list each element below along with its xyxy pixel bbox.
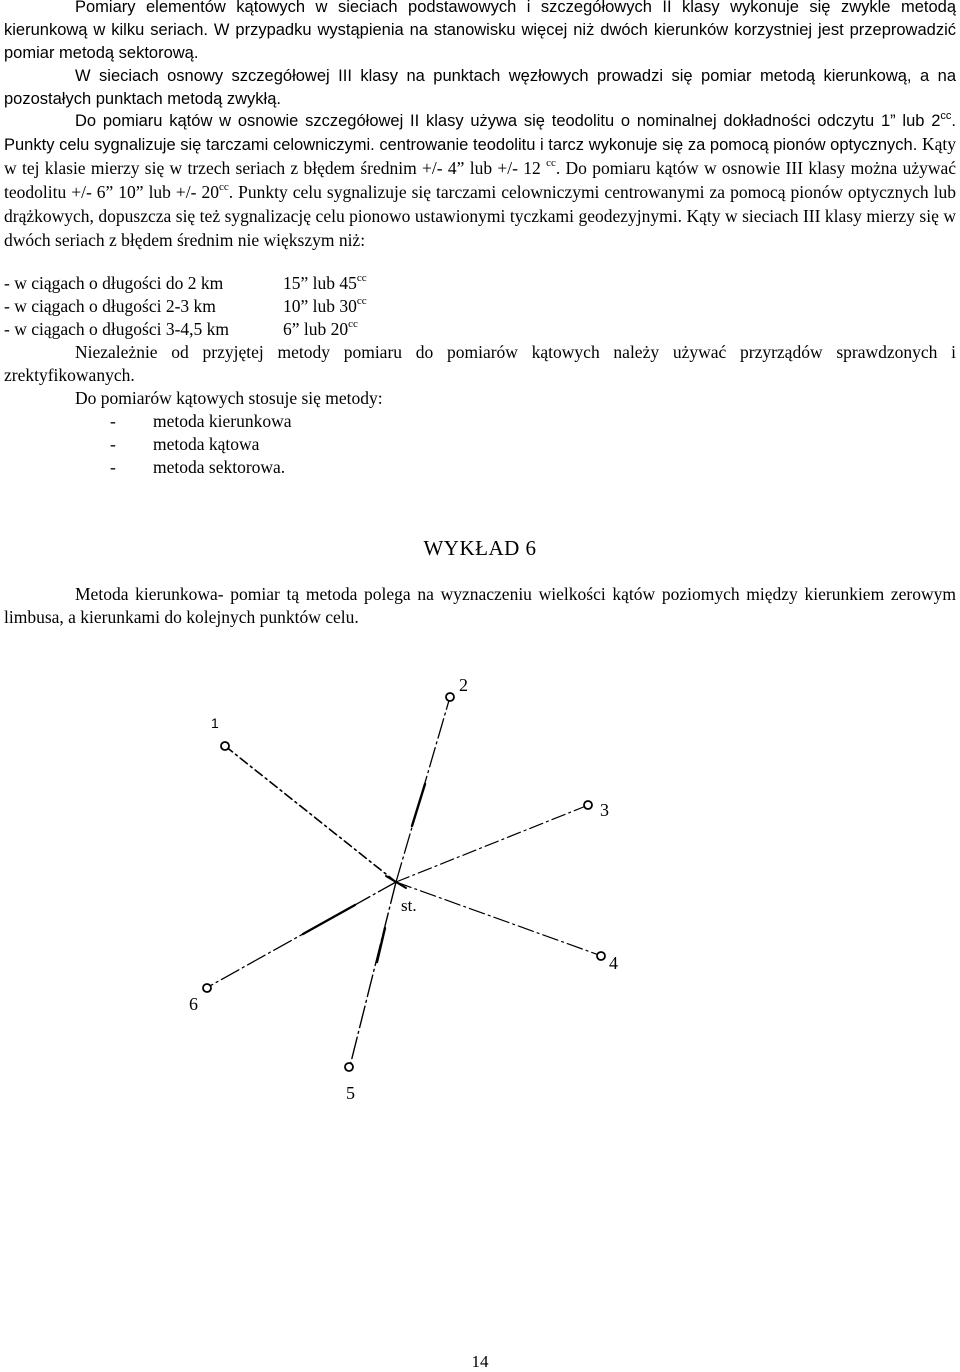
ray-to-point-4 bbox=[396, 882, 599, 955]
point-label-1: 1 bbox=[211, 715, 219, 731]
paragraph-5: Niezależnie od przyjętej metody pomiaru do pomiarów kątowych należy używać przyrządów sprawdzonych i zrektyfikowanych. bbox=[4, 342, 956, 385]
list-item: - w ciągach o długości do 2 km 15” lub $45^{cc}$ bbox=[4, 272, 367, 293]
paragraph-3-block bbox=[4, 110, 956, 253]
list-item: - metoda kątowa bbox=[110, 434, 260, 454]
list-item: - metoda sektorowa. bbox=[110, 457, 286, 477]
point-label-3: 3 bbox=[600, 800, 609, 820]
paragraph-7-block bbox=[4, 583, 956, 629]
station-label: st. bbox=[401, 896, 417, 915]
point-label-4: 4 bbox=[609, 953, 618, 973]
target-point-5 bbox=[345, 1063, 353, 1071]
list-item: - metoda kierunkowa bbox=[110, 411, 292, 431]
target-point-2 bbox=[446, 693, 454, 701]
paragraph-2: W sieciach osnowy szczegółowej III klasy na punktach węzłowych prowadzi się pomiar metodą kierunkową, a na pozostałych punktach metodą zwykłą. bbox=[4, 67, 956, 108]
tolerance-list bbox=[4, 272, 956, 479]
target-point-4 bbox=[597, 952, 605, 960]
point-label-6: 6 bbox=[189, 994, 198, 1014]
ray-to-point-5 bbox=[350, 882, 396, 1066]
lecture-heading: WYKŁAD 6 bbox=[423, 536, 537, 560]
page-number: 14 bbox=[471, 1352, 489, 1371]
ray-to-point-5-bold bbox=[377, 928, 385, 962]
list-item: - w ciągach o długości 2-3 km 10” lub $30^{cc}$ bbox=[4, 295, 367, 316]
ray-to-point-2-bold bbox=[412, 784, 425, 826]
target-point-6 bbox=[203, 984, 211, 992]
paragraph-3: Do pomiaru kątów w osnowie szczegółowej II klasy używa się teodolitu o nominalnej dokładności odczytu 1” lub $2^{cc}$. Punkty celu sygnalizuje się tarczami celowniczymi. centrowanie teodolitu i tarcz wykonuje się za pomocą pionów optycznych. Kąty w tej klasie mierzy się w trzech seriach z błędem średnim +/- 4” lub +/- 12 $^{cc}$. Do pomiaru kątów w osnowie III klasy można używać teodolitu +/- 6” 10” lub +/- $20^{cc}$. Punkty celu sygnalizuje się tarczami celowniczymi centrowanymi za pomocą pionów optycznych lub drążkowych, dopuszcza się też sygnalizację celu pionowo ustawionymi tyczkami geodezyjnymi. Kąty w sieciach III klasy mierzy się w dwóch seriach z błędem średnim nie większym niż: bbox=[4, 109, 957, 250]
target-point-3 bbox=[584, 801, 592, 809]
target-point-1 bbox=[221, 742, 229, 750]
paragraph-intro bbox=[4, 0, 956, 111]
paragraph-7: Metoda kierunkowa- pomiar tą metoda polega na wyznaczeniu wielkości kątów poziomych między kierunkiem zerowym limbusa, a kierunkami do kolejnych punktów celu. bbox=[4, 584, 956, 627]
ray-to-point-3 bbox=[396, 806, 586, 882]
ray-to-point-6-bold bbox=[303, 905, 355, 934]
list-item: - w ciągach o długości 3-4,5 km 6” lub $20^{cc}$ bbox=[4, 318, 358, 339]
direction-method-diagram bbox=[0, 660, 960, 1120]
paragraph-4: Kąty w tej klasie mierzy się w trzech seriach z błędem średnim +/- 4” lub +/- 12 $^{cc}$. Do pomiaru kątów w osnowie III klasy można używać teodolitu +/- 6” 10” lub +/- $20^{cc}$. Punkty celu sygnalizuje się tarczami celowniczymi centrowanymi za pomocą pionów optycznych lub drążkowych, dopuszcza się też sygnalizację celu pionowo ustawionymi tyczkami geodezyjnymi. Kąty w sieciach III klasy mierzy się w dwóch seriach z błędem średnim nie większym niż: bbox=[4, 134, 957, 250]
point-label-2: 2 bbox=[459, 675, 468, 695]
paragraph-1: Pomiary elementów kątowych w sieciach podstawowych i szczegółowych II klasy wykonuje się zwykle metodą kierunkową w kilku seriach. W przypadku wystąpienia na stanowisku więcej niż dwóch kierunków korzystniej jest przeprowadzić pomiar metodą sektorową. bbox=[4, 0, 956, 62]
point-label-5: 5 bbox=[346, 1083, 355, 1103]
ray-to-point-1 bbox=[225, 746, 396, 882]
methods-list bbox=[4, 410, 956, 479]
paragraph-6: Do pomiarów kątowych stosuje się metody: bbox=[75, 388, 383, 408]
